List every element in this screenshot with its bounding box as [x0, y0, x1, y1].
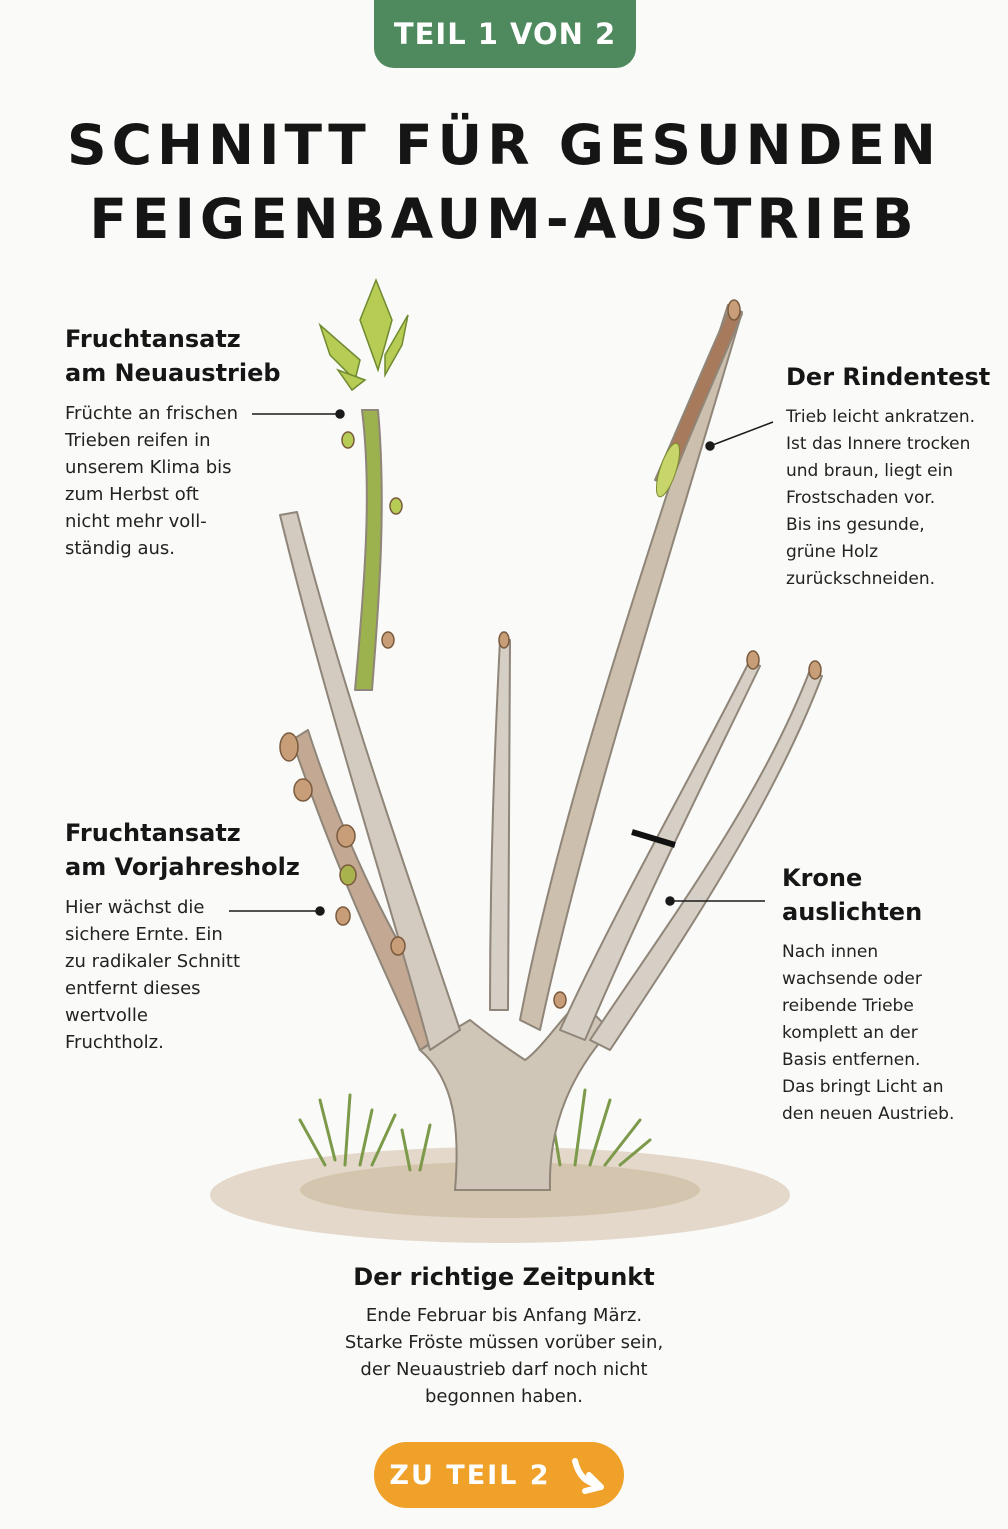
arrow-down-right-icon [569, 1455, 609, 1495]
page-title-line-1: SCHNITT FÜR GESUNDEN [67, 113, 941, 177]
annotation-text: Früchte an frischen Trieben reifen in unserem Klima bis zum Herbst oft nicht mehr voll- ständig aus. [65, 403, 239, 559]
annotation-title: Fruchtansatz am Vorjahresholz [65, 819, 300, 881]
next-part-button[interactable] [374, 1442, 624, 1508]
part-badge [374, 0, 636, 68]
annotation-text: Trieb leicht ankratzen. Ist das Innere trocken und braun, liegt ein Frostschaden vor. Bis ins gesunde, grüne Holz zurückschneiden. [786, 407, 976, 589]
annotation-zeitpunkt [254, 1260, 754, 1410]
part-badge-label: TEIL 1 VON 2 [393, 17, 617, 51]
annotation-title: Der Rindentest [786, 363, 991, 391]
annotation-text: Hier wächst die sichere Ernte. Ein zu radikaler Schnitt entfernt dieses wertvolle Fruchtholz. [65, 897, 241, 1053]
annotation-title: Der richtige Zeitpunkt [353, 1263, 655, 1291]
annotation-krone [782, 861, 1002, 1128]
page-title-line-2: FEIGENBAUM-AUSTRIEB [89, 187, 919, 251]
page-title [0, 108, 1008, 256]
annotation-title: Krone auslichten [782, 864, 923, 926]
annotation-vorjahresholz [65, 816, 315, 1056]
annotation-neuaustrieb [65, 322, 315, 562]
annotation-title: Fruchtansatz am Neuaustrieb [65, 325, 281, 387]
branches [280, 305, 822, 1050]
annotation-text: Ende Februar bis Anfang März. Starke Fröste müssen vorüber sein, der Neuaustrieb darf noch nicht begonnen haben. [344, 1305, 664, 1407]
next-part-label: ZU TEIL 2 [389, 1459, 551, 1491]
annotation-rindentest [786, 360, 1001, 593]
annotation-text: Nach innen wachsende oder reibende Triebe komplett an der Basis entfernen. Das bringt Licht an den neuen Austrieb. [782, 942, 955, 1124]
new-leaves [320, 280, 408, 390]
